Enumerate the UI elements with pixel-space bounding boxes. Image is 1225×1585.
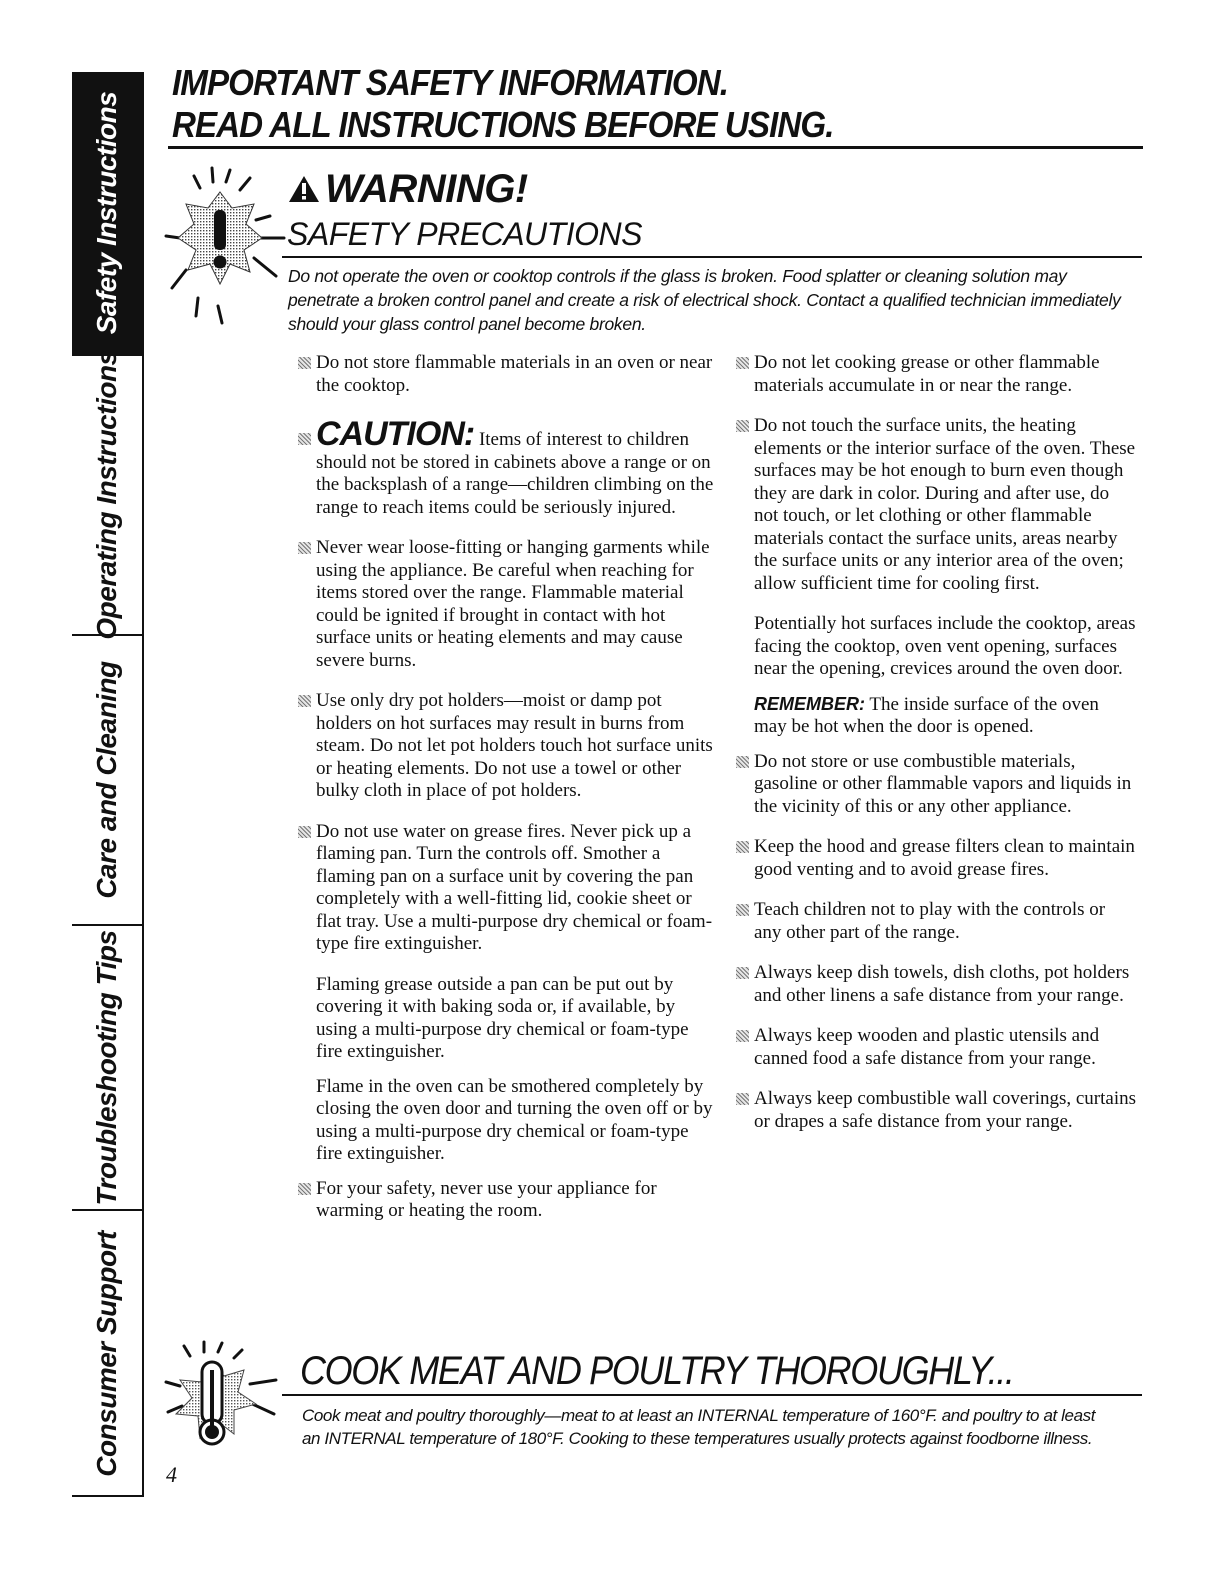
list-item [298,821,716,956]
left-column [298,352,716,1241]
paragraph: Potentially hot surfaces include the cooktop, areas facing the cooktop, oven vent opening, surfaces near the opening, crevices around the oven door. [754,613,1136,679]
warning-title [287,166,528,212]
header-line-2: READ ALL INSTRUCTIONS BEFORE USING. [172,104,834,145]
exclamation-burst-icon [158,158,288,333]
cook-body: Cook meat and poultry thoroughly—meat to at least an INTERNAL temperature of 160°F. and poultry to at least an INTERNAL temperature of 180°F. Cooking to these temperatures usually protects against foodborne illness. [302,1406,1096,1448]
list-item [736,751,1136,819]
warning-subtitle: SAFETY PRECAUTIONS [287,216,642,252]
tab-operating-instructions[interactable] [72,350,142,640]
list-item [736,352,1136,397]
square-bullet-icon [298,826,311,838]
item-text: Do not use water on grease fires. Never pick up a flaming pan. Turn the controls off. Smother a flaming pan on a surface unit by covering the pan completely with a well-fitting lid, cookie sheet or flat tray. Use a multi-purpose dry chemical or foam-type fire extinguisher. [316,820,713,954]
page-header [172,62,1064,146]
list-item [736,962,1136,1007]
square-bullet-icon [298,695,311,707]
right-column [736,352,1136,1151]
square-bullet-icon [736,357,749,369]
list-item [298,690,716,803]
item-text: Do not let cooking grease or other flammable materials accumulate in or near the range. [754,352,1100,396]
item-text: Do not store or use combustible materials, gasoline or other flammable vapors and liquids in the vicinity of this or any other appliance. [754,750,1132,817]
warning-title-text: WARNING! [325,167,528,211]
list-item [736,1025,1136,1070]
item-text: Never wear loose-fitting or hanging garments while using the appliance. Be careful when reaching for items stored over the range. Flammable material could be ignited if brought in contact with hot surface units or heating elements and may cause severe burns. [316,537,710,671]
tab-troubleshooting-tips[interactable] [72,924,142,1209]
square-bullet-icon [298,1183,311,1195]
remember-note [736,693,1136,739]
caution-item [298,415,716,519]
warning-body: Do not operate the oven or cooktop controls if the glass is broken. Food splatter or cleaning solution may penetrate a broken control panel and create a risk of electrical shock. Contact a qualified technician immediately should your glass control panel become broken. [288,266,1121,334]
warning-divider [282,256,1142,258]
square-bullet-icon [736,1030,749,1042]
warning-triangle-icon [287,174,321,204]
remember-text: The inside surface of the oven may be hot when the door is opened. [754,693,1099,737]
remember-label: REMEMBER: [754,693,865,714]
item-text: Keep the hood and grease filters clean to maintain good venting and to avoid grease fires. [754,836,1135,880]
tab-label: Operating Instructions [91,350,122,640]
square-bullet-icon [736,420,749,432]
square-bullet-icon [736,756,749,768]
thermometer-burst-icon [162,1340,280,1470]
square-bullet-icon [736,967,749,979]
list-item [298,352,716,397]
item-text: Teach children not to play with the controls or any other part of the range. [754,899,1106,943]
item-text: Do not touch the surface units, the heating elements or the interior surface of the oven. These surfaces may be hot enough to burn even though they are dark in color. During and after use, do not touch, or let clothing or other flammable materials contact the surface units, areas nearby the surface units or any interior area of the oven; allow sufficient time for cooling first. [754,415,1136,594]
square-bullet-icon [298,357,311,369]
square-bullet-icon [298,542,311,554]
page-number: 4 [166,1462,177,1487]
square-bullet-icon [736,1093,749,1105]
list-item [736,415,1136,595]
item-text: Use only dry pot holders—moist or damp pot holders on hot surfaces may result in burns from steam. Do not let pot holders touch hot surface units or heating elements. Do not use a towel or other bulky cloth in place of pot holders. [316,690,713,801]
tab-label: Troubleshooting Tips [91,929,122,1206]
tab-care-and-cleaning[interactable] [72,634,142,924]
cook-title: COOK MEAT AND POULTRY THOROUGHLY... [300,1349,1014,1393]
list-item [298,537,716,672]
item-text: Do not store flammable materials in an oven or near the cooktop. [316,352,713,396]
caution-text: Items of interest to children should not be stored in cabinets above a range or on the backsplash of a range—children climbing on the range to reach items could be seriously injured. [316,429,714,518]
side-tab-bottom-rule [72,1495,144,1497]
paragraph: Flame in the oven can be smothered completely by closing the oven door and turning the oven off or by using a multi-purpose dry chemical or foam-type fire extinguisher. [316,1075,713,1164]
list-item [736,899,1136,944]
side-tab-bar [72,72,144,1497]
tab-safety-instructions[interactable] [72,72,142,354]
cook-divider [282,1394,1142,1396]
caution-title: CAUTION: [316,415,475,453]
tab-consumer-support[interactable] [72,1209,142,1497]
square-bullet-icon [736,904,749,916]
tab-label: Care and Cleaning [91,661,122,899]
list-item [736,836,1136,881]
list-item [298,1178,716,1223]
square-bullet-icon [298,433,311,445]
list-item [736,1088,1136,1133]
tab-label: Safety Instructions [91,91,122,335]
tab-label: Consumer Support [91,1231,122,1477]
item-text: For your safety, never use your appliance for warming or heating the room. [316,1177,657,1221]
item-text: Always keep wooden and plastic utensils and canned food a safe distance from your range. [754,1025,1100,1069]
item-text: Always keep combustible wall coverings, curtains or drapes a safe distance from your range. [754,1088,1137,1132]
paragraph: Flaming grease outside a pan can be put out by covering it with baking soda or, if available, by using a multi-purpose dry chemical or foam-type fire extinguisher. [316,973,689,1062]
header-divider [168,146,1143,149]
item-text: Always keep dish towels, dish cloths, pot holders and other linens a safe distance from your range. [754,962,1130,1006]
square-bullet-icon [736,841,749,853]
header-line-1: IMPORTANT SAFETY INFORMATION. [172,62,728,103]
